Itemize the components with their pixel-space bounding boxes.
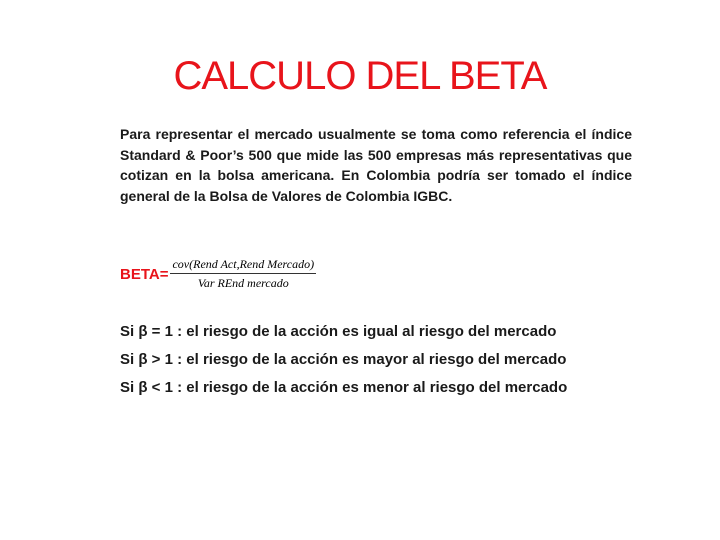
formula-denominator: Var REnd mercado: [197, 276, 289, 290]
rule-beta-equal: Si β = 1 : el riesgo de la acción es igual al riesgo del mercado: [120, 323, 557, 340]
formula-label: BETA=: [120, 265, 169, 283]
rule-beta-greater: Si β > 1 : el riesgo de la acción es mayor al riesgo del mercado: [120, 351, 567, 368]
rule-beta-less: Si β < 1 : el riesgo de la acción es menor al riesgo del mercado: [120, 379, 568, 396]
formula-fraction: [170, 257, 316, 291]
formula-numerator: cov(Rend Act,Rend Mercado): [170, 257, 316, 274]
body-paragraph: Para representar el mercado usualmente se toma como referencia el índice Standard & Poor’s 500 que mide las 500 empresas más representativas que cotizan en la bolsa americana. En Colombia podría ser tomado el índice general de la Bolsa de Valores de Colombia IGBC.: [120, 126, 632, 204]
beta-rules-list: [120, 318, 567, 402]
beta-formula: [120, 256, 316, 292]
slide-title: CALCULO DEL BETA: [173, 54, 547, 98]
